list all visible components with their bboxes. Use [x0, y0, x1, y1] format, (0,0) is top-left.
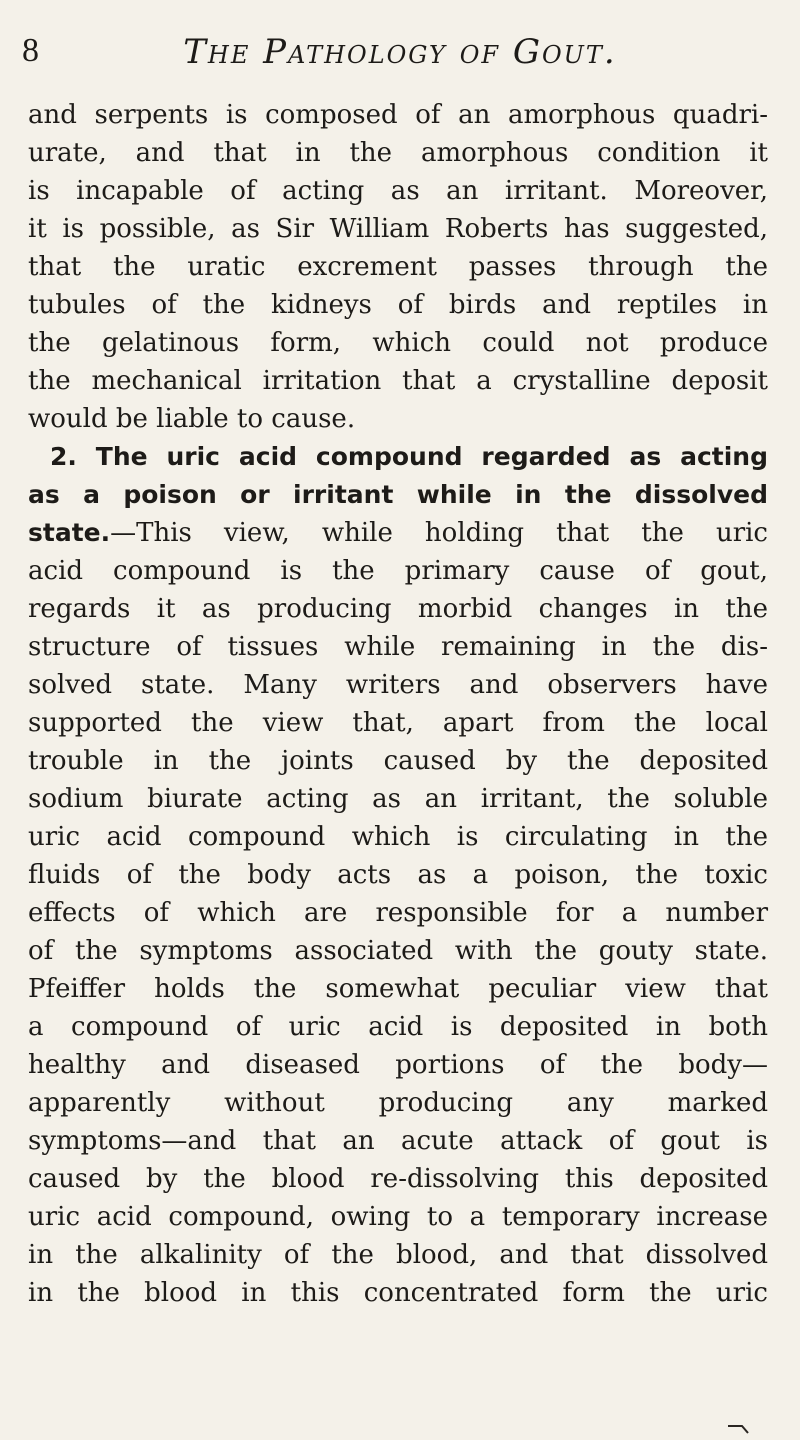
text-line: structure of tissues while remaining in the dis-: [28, 632, 768, 662]
section-heading-end: state.: [28, 518, 111, 547]
text-line: healthy and diseased portions of the body—: [28, 1050, 768, 1080]
body-text: [28, 96, 768, 1312]
text-line: solved state. Many writers and observers have: [28, 670, 768, 700]
text-line: in the blood in this concentrated form the uric: [28, 1278, 768, 1308]
text-line: effects of which are responsible for a number: [28, 898, 768, 928]
page-number: 8: [22, 32, 39, 69]
text-line: urate, and that in the amorphous condition it: [28, 138, 768, 168]
section-heading-line: 2. The uric acid compound regarded as acting: [50, 442, 768, 471]
text-line: uric acid compound which is circulating in the: [28, 822, 768, 852]
page-corner-mark: [728, 1424, 750, 1434]
text-line: supported the view that, apart from the local: [28, 708, 768, 738]
text-line: the gelatinous form, which could not produce: [28, 328, 768, 358]
text-line: symptoms—and that an acute attack of gout is: [28, 1126, 768, 1156]
text-line: it is possible, as Sir William Roberts has suggested,: [28, 214, 768, 244]
text-line: acid compound is the primary cause of gout,: [28, 556, 768, 586]
text-line: in the alkalinity of the blood, and that dissolved: [28, 1240, 768, 1270]
text-line: is incapable of acting as an irritant. Moreover,: [28, 176, 768, 206]
text-line: would be liable to cause.: [28, 404, 356, 434]
text-line: and serpents is composed of an amorphous quadri-: [28, 100, 768, 130]
text-line: tubules of the kidneys of birds and reptiles in: [28, 290, 768, 320]
text-line: sodium biurate acting as an irritant, the soluble: [28, 784, 768, 814]
text-line: apparently without producing any marked: [28, 1088, 768, 1118]
text-line: caused by the blood re-dissolving this deposited: [28, 1164, 768, 1194]
text-line: trouble in the joints caused by the deposited: [28, 746, 768, 776]
text-run: —This view, while holding that the uric: [110, 518, 768, 548]
text-line: of the symptoms associated with the gouty state.: [28, 936, 768, 966]
text-line: Pfeiffer holds the somewhat peculiar view that: [28, 974, 768, 1004]
page-header: [0, 28, 800, 78]
text-line: that the uratic excrement passes through the: [28, 252, 768, 282]
text-line: [28, 514, 768, 552]
section-heading-line: as a poison or irritant while in the dissolved: [28, 480, 768, 509]
text-line: the mechanical irritation that a crystalline deposit: [28, 366, 768, 396]
text-line: fluids of the body acts as a poison, the toxic: [28, 860, 768, 890]
text-line: uric acid compound, owing to a temporary increase: [28, 1202, 768, 1232]
text-line: regards it as producing morbid changes in the: [28, 594, 768, 624]
running-title: The Pathology of Gout.: [183, 32, 617, 72]
text-line: a compound of uric acid is deposited in both: [28, 1012, 768, 1042]
